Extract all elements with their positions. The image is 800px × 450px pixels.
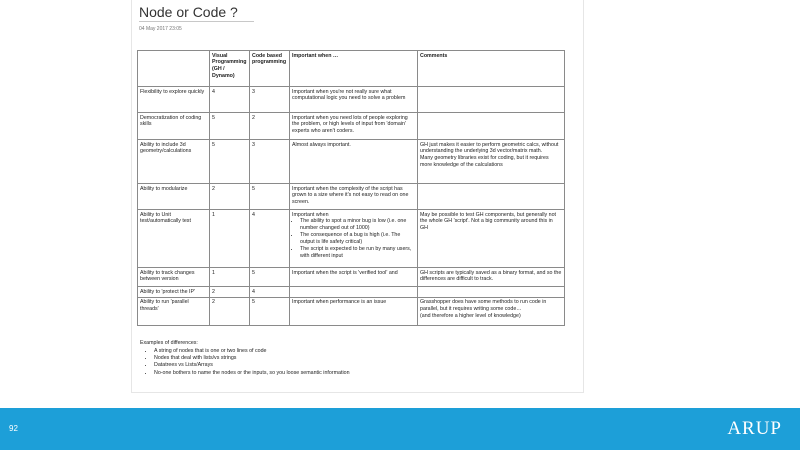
table-header-row [138, 51, 565, 87]
comparison-table [137, 50, 565, 326]
comment-line: GH just makes it easier to perform geometric calcs, without understanding the underlying 3d vector/matrix math. [420, 141, 559, 155]
feature-cell: Democratization of coding skills [138, 113, 210, 140]
table-row [138, 297, 565, 325]
important-cell [290, 210, 418, 268]
list-item: • No-one bothers to name the nodes or the inputs, so you loose semantic information [154, 370, 350, 377]
table-row [138, 184, 565, 210]
visual-score-cell: 5 [210, 140, 250, 184]
page-right-edge [583, 0, 584, 392]
important-intro: Important when [292, 211, 329, 218]
note-timestamp: 04 May 2017 23:05 [139, 26, 182, 32]
title-underline [139, 21, 254, 22]
list-item: • Nodes that deal with lists/vs strings [154, 355, 350, 362]
list-item: • Datatrees vs Lists/Arrays [154, 362, 350, 369]
page-number: 92 [9, 424, 18, 433]
header-cell: Comments [418, 51, 565, 87]
code-score-cell: 2 [250, 113, 290, 140]
important-cell: Important when the script is 'verified tool' and [290, 268, 418, 287]
comments-cell [418, 184, 565, 210]
examples-list [140, 348, 350, 377]
feature-cell: Ability to include 3d geometry/calculations [138, 140, 210, 184]
visual-score-cell: 2 [210, 297, 250, 325]
header-cell: Important when … [290, 51, 418, 87]
feature-cell: Ability to 'protect the IP' [138, 287, 210, 298]
footer-bar [0, 408, 800, 450]
feature-cell: Flexibility to explore quickly [138, 87, 210, 113]
list-item: • A string of nodes that is one or two lines of code [154, 348, 350, 355]
feature-cell: Ability to Unit test/automatically test [138, 210, 210, 268]
table-row [138, 210, 565, 268]
table-row [138, 140, 565, 184]
table-row [138, 113, 565, 140]
code-score-cell: 3 [250, 87, 290, 113]
important-cell: Important when the complexity of the script has grown to a size where it's not easy to read on one screen. [290, 184, 418, 210]
important-cell: Important when you're not really sure what computational logic you need to solve a problem [290, 87, 418, 113]
comments-cell: GH scripts are typically saved as a binary format, and so the differences are difficult to track. [418, 268, 565, 287]
page-left-edge [131, 0, 132, 392]
header-cell: Code based programming [250, 51, 290, 87]
comments-cell [418, 297, 565, 325]
bullet-item: • The consequence of a bug is high (i.e. The output is life safety critical) [300, 232, 415, 246]
visual-score-cell: 1 [210, 210, 250, 268]
visual-score-cell: 2 [210, 184, 250, 210]
comments-cell [418, 287, 565, 298]
examples-section [140, 340, 350, 377]
code-score-cell: 5 [250, 184, 290, 210]
table-row [138, 268, 565, 287]
important-bullet-list [292, 218, 415, 259]
table-row [138, 287, 565, 298]
bullet-item: • The script is expected to be run by many users, with different input [300, 246, 415, 260]
important-cell: Important when you need lots of people exploring the problem, or high levels of input from 'domain' experts who aren't coders. [290, 113, 418, 140]
code-score-cell: 4 [250, 287, 290, 298]
bullet-item: • The ability to spot a minor bug is low (i.e. one number changed out of 1000) [300, 218, 415, 232]
comment-line: (and therefore a higher level of knowledge) [420, 313, 521, 320]
comment-line: Many geometry libraries exist for coding, but it requires more knowledge of the calculations [420, 155, 549, 169]
code-score-cell: 4 [250, 210, 290, 268]
important-cell [290, 287, 418, 298]
comments-cell [418, 87, 565, 113]
table-row [138, 87, 565, 113]
code-score-cell: 5 [250, 297, 290, 325]
examples-heading: Examples of differences: [140, 340, 198, 346]
feature-cell: Ability to run 'parallel threads' [138, 297, 210, 325]
comments-cell [418, 113, 565, 140]
important-cell: Almost always important. [290, 140, 418, 184]
visual-score-cell: 5 [210, 113, 250, 140]
page-title: Node or Code ? [139, 4, 238, 20]
header-cell [138, 51, 210, 87]
feature-cell: Ability to modularize [138, 184, 210, 210]
header-cell: Visual Programming (GH / Dynamo) [210, 51, 250, 87]
visual-score-cell: 1 [210, 268, 250, 287]
important-cell: Important when performance is an issue [290, 297, 418, 325]
arup-logo: ARUP [727, 418, 782, 439]
comments-cell [418, 140, 565, 184]
visual-score-cell: 2 [210, 287, 250, 298]
code-score-cell: 5 [250, 268, 290, 287]
comment-line: Grasshopper does have some methods to run code in parallel, but it requires writing some code… [420, 299, 547, 313]
comments-cell: May be possible to test GH components, but generally not the whole GH 'script'. Not a big community around this in GH [418, 210, 565, 268]
code-score-cell: 3 [250, 140, 290, 184]
page-bottom-edge [131, 392, 584, 393]
feature-cell: Ability to track changes between version [138, 268, 210, 287]
visual-score-cell: 4 [210, 87, 250, 113]
